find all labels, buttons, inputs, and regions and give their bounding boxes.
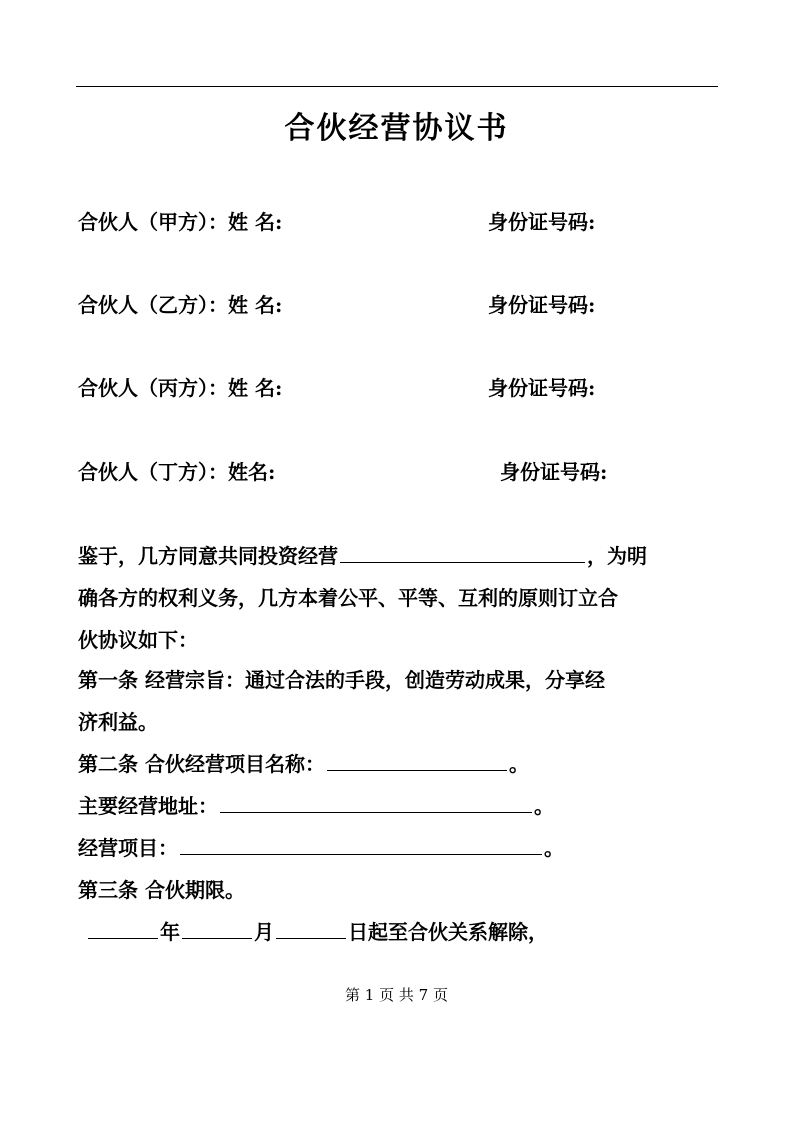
party-d-id-label: 身份证号码: [500,460,608,484]
party-b-name-label: 合伙人（乙方）：姓 名: [78,293,283,317]
term-line [86,916,726,945]
address-line [78,790,718,819]
document-title: 合伙经营协议书 [284,111,509,146]
article-1-line-1: 第一条 经营宗旨：通过合法的手段，创造劳动成果，分享经 [78,668,605,692]
intro-text-after: ，为明 [587,544,647,568]
header-rule [76,86,718,87]
project-line [78,832,718,861]
party-row-d [78,456,718,486]
intro-line-3: 伙协议如下： [78,628,198,652]
party-d-name-label: 合伙人（丁方）：姓名: [78,460,276,484]
project-label: 经营项目： [78,836,178,860]
project-blank [180,834,542,855]
party-b-id-label: 身份证号码: [488,293,596,317]
project-name-blank [327,750,507,771]
address-end: 。 [534,794,554,818]
address-label: 主要经营地址： [78,794,218,818]
start-day-blank [276,918,346,939]
party-c-id-label: 身份证号码: [488,376,596,400]
party-c-name-label: 合伙人（丙方）：姓 名: [78,376,283,400]
party-row-c [78,372,718,402]
business-blank [340,542,585,563]
article-3-line: 第三条 合伙期限。 [78,878,245,902]
party-a-id-label: 身份证号码: [488,210,596,234]
year-label: 年 [160,920,180,944]
party-a-name-label: 合伙人（甲方）：姓 名: [78,210,283,234]
address-blank [220,792,532,813]
party-row-b [78,289,718,319]
party-row-a [78,206,718,236]
month-label: 月 [254,920,274,944]
intro-line-2: 确各方的权利义务，几方本着公平、平等、互利的原则订立合 [78,586,618,610]
article-2-label: 第二条 合伙经营项目名称： [78,752,325,776]
intro-line-1 [78,540,718,569]
intro-text-before: 鉴于，几方同意共同投资经营 [78,544,338,568]
project-end: 。 [544,836,564,860]
article-2-line [78,748,718,777]
start-month-blank [182,918,252,939]
article-1-line-2: 济利益。 [78,710,158,734]
term-text: 日起至合伙关系解除， [348,920,548,944]
article-2-end: 。 [508,752,529,776]
start-year-blank [88,918,158,939]
page-number: 第 1 页 共 7 页 [345,986,448,1004]
